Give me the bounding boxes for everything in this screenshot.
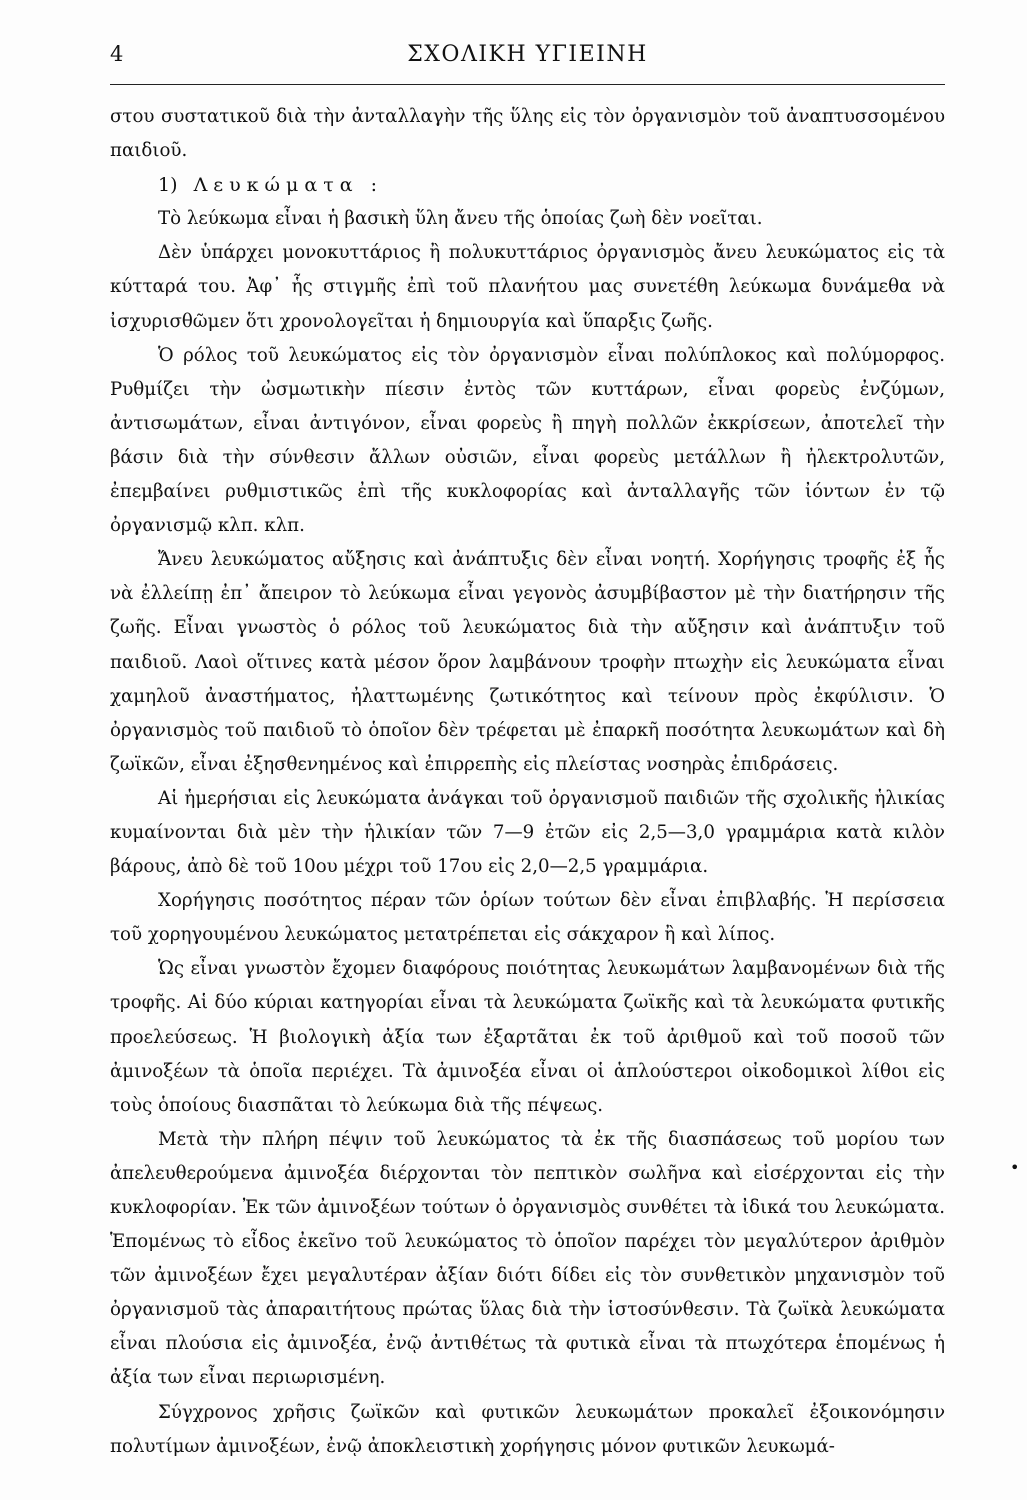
body-text <box>110 100 945 1464</box>
section-number: 1) <box>158 174 178 197</box>
section-heading <box>110 168 945 202</box>
stray-ink-mark: • <box>1010 1158 1020 1177</box>
page-header <box>110 40 945 80</box>
paragraph: Ὡς εἶναι γνωστὸν ἔχομεν διαφόρους ποιότητας λευκωμάτων λαμβανομένων διὰ τῆς τροφῆς. Αἱ δύο κύριαι κατηγορίαι εἶναι τὰ λευκώματα ζωϊκῆς καὶ τὰ λευκώματα φυτικῆς προελεύσεως. Ἡ βιολογικὴ ἀξία των ἐξαρτᾶται ἐκ τοῦ ἀριθμοῦ καὶ τοῦ ποσοῦ τῶν ἀμινοξέων τὰ ὁποῖα περιέχει. Τὰ ἀμινοξέα εἶναι οἱ ἁπλούστεροι οἰκοδομικοὶ λίθοι εἰς τοὺς ὁποίους διασπᾶται τὸ λεύκωμα διὰ τῆς πέψεως. <box>110 958 945 1116</box>
paragraph: Μετὰ τὴν πλήρη πέψιν τοῦ λευκώματος τὰ ἐκ τῆς διασπάσεως τοῦ μορίου των ἀπελευθερούμενα ἀμινοξέα διέρχονται τὸν πεπτικὸν σωλῆνα καὶ εἰσέρχονται εἰς τὴν κυκλοφορίαν. Ἐκ τῶν ἀμινοξέων τούτων ὁ ὀργανισμὸς συνθέτει τὰ ἰδικά του λευκώματα. Ἑπομένως τὸ εἶδος ἐκεῖνο τοῦ λευκώματος τὸ ὁποῖον παρέχει τὸν μεγαλύτερον ἀριθμὸν τῶν ἀμινοξέων ἔχει μεγαλυτέραν ἀξίαν διότι δίδει εἰς τὸν συνθετικὸν μηχανισμὸν τοῦ ὀργανισμοῦ τὰς ἀπαραιτήτους πρώτας ὕλας διὰ τὴν ἱστοσύνθεσιν. Τὰ ζωϊκὰ λευκώματα εἶναι πλούσια εἰς ἀμινοξέα, ἐνῷ ἀντιθέτως τὰ φυτικὰ εἶναι τὰ πτωχότερα ἑπομένως ἡ ἀξία των εἶναι περιωρισμένη. <box>110 1128 945 1389</box>
paragraph: Ὁ ρόλος τοῦ λευκώματος εἰς τὸν ὀργανισμὸν εἶναι πολύπλοκος καὶ πολύμορφος. Ρυθμίζει τὴν ὠσμωτικὴν πίεσιν ἐντὸς τῶν κυττάρων, εἶναι φορεὺς ἐνζύμων, ἀντισωμάτων, εἶναι ἀντιγόνον, εἶναι φορεὺς ἢ πηγὴ πολλῶν ἐκκρίσεων, ἀποτελεῖ τὴν βάσιν διὰ τὴν σύνθεσιν ἄλλων οὐσιῶν, εἶναι φορεὺς μετάλλων ἢ ἠλεκτρολυτῶν, ἐπεμβαίνει ρυθμιστικῶς ἐπὶ τῆς κυκλοφορίας καὶ ἀνταλλαγῆς τῶν ἰόντων ἐν τῷ ὀργανισμῷ κλπ. κλπ. <box>110 344 945 537</box>
paragraph: Ἄνευ λευκώματος αὔξησις καὶ ἀνάπτυξις δὲν εἶναι νοητή. Χορήγησις τροφῆς ἐξ ἧς νὰ ἐλλείπῃ ἐπ᾽ ἄπειρον τὸ λεύκωμα εἶναι γεγονὸς ἀσυμβίβαστον μὲ τὴν διατήρησιν τῆς ζωῆς. Εἶναι γνωστὸς ὁ ρόλος τοῦ λευκώματος διὰ τὴν αὔξησιν καὶ ἀνάπτυξιν τοῦ παιδιοῦ. Λαοὶ οἵτινες κατὰ μέσον ὅρον λαμβάνουν τροφὴν πτωχὴν εἰς λευκώματα εἶναι χαμηλοῦ ἀναστήματος, ἠλαττωμένης ζωτικότητος καὶ τείνουν πρὸς ἐκφύλισιν. Ὁ ὀργανισμὸς τοῦ παιδιοῦ τὸ ὁποῖον δὲν τρέφεται μὲ ἐπαρκῆ ποσότητα λευκωμάτων καὶ δὴ ζωϊκῶν, εἶναι ἐξησθενημένος καὶ ἐπιρρεπὴς εἰς πλείστας νοσηρὰς ἐπιδράσεις. <box>110 549 945 775</box>
section-title: Λευκώματα : <box>193 174 384 197</box>
page-number: 4 <box>110 42 124 66</box>
paragraph: Τὸ λεύκωμα εἶναι ἡ βασικὴ ὕλη ἄνευ τῆς ὁποίας ζωὴ δὲν νοεῖται. <box>158 208 763 230</box>
paragraph-continuation: στου συστατικοῦ διὰ τὴν ἀνταλλαγὴν τῆς ὕλης εἰς τὸν ὀργανισμὸν τοῦ ἀναπτυσσομένου παιδιοῦ. <box>110 106 945 162</box>
paragraph: Σύγχρονος χρῆσις ζωϊκῶν καὶ φυτικῶν λευκωμάτων προκαλεῖ ἐξοικονόμησιν πολυτίμων ἀμινοξέων, ἐνῷ ἀποκλειστικὴ χορήγησις μόνον φυτικῶν λευκωμά- <box>110 1401 945 1457</box>
paragraph: Χορήγησις ποσότητος πέραν τῶν ὁρίων τούτων δὲν εἶναι ἐπιβλαβής. Ἡ περίσσεια τοῦ χορηγουμένου λευκώματος μετατρέπεται εἰς σάκχαρον ἢ καὶ λίπος. <box>110 890 945 946</box>
running-title: ΣΧΟΛΙΚΗ ΥΓΙΕΙΝΗ <box>407 42 648 67</box>
header-rule <box>110 84 945 85</box>
paragraph: Δὲν ὑπάρχει μονοκυττάριος ἢ πολυκυττάριος ὀργανισμὸς ἄνευ λευκώματος εἰς τὰ κύτταρά του. Ἀφ᾽ ἧς στιγμῆς ἐπὶ τοῦ πλανήτου μας συνετέθη λεύκωμα δυνάμεθα νὰ ἰσχυρισθῶμεν ὅτι χρονολογεῖται ἡ δημιουργία καὶ ὕπαρξις ζωῆς. <box>110 242 945 332</box>
paragraph: Αἱ ἡμερήσιαι εἰς λευκώματα ἀνάγκαι τοῦ ὀργανισμοῦ παιδιῶν τῆς σχολικῆς ἡλικίας κυμαίνονται διὰ μὲν τὴν ἡλικίαν τῶν 7—9 ἐτῶν εἰς 2,5—3,0 γραμμάρια κατὰ κιλὸν βάρους, ἀπὸ δὲ τοῦ 10ου μέχρι τοῦ 17ου εἰς 2,0—2,5 γραμμάρια. <box>110 787 945 878</box>
